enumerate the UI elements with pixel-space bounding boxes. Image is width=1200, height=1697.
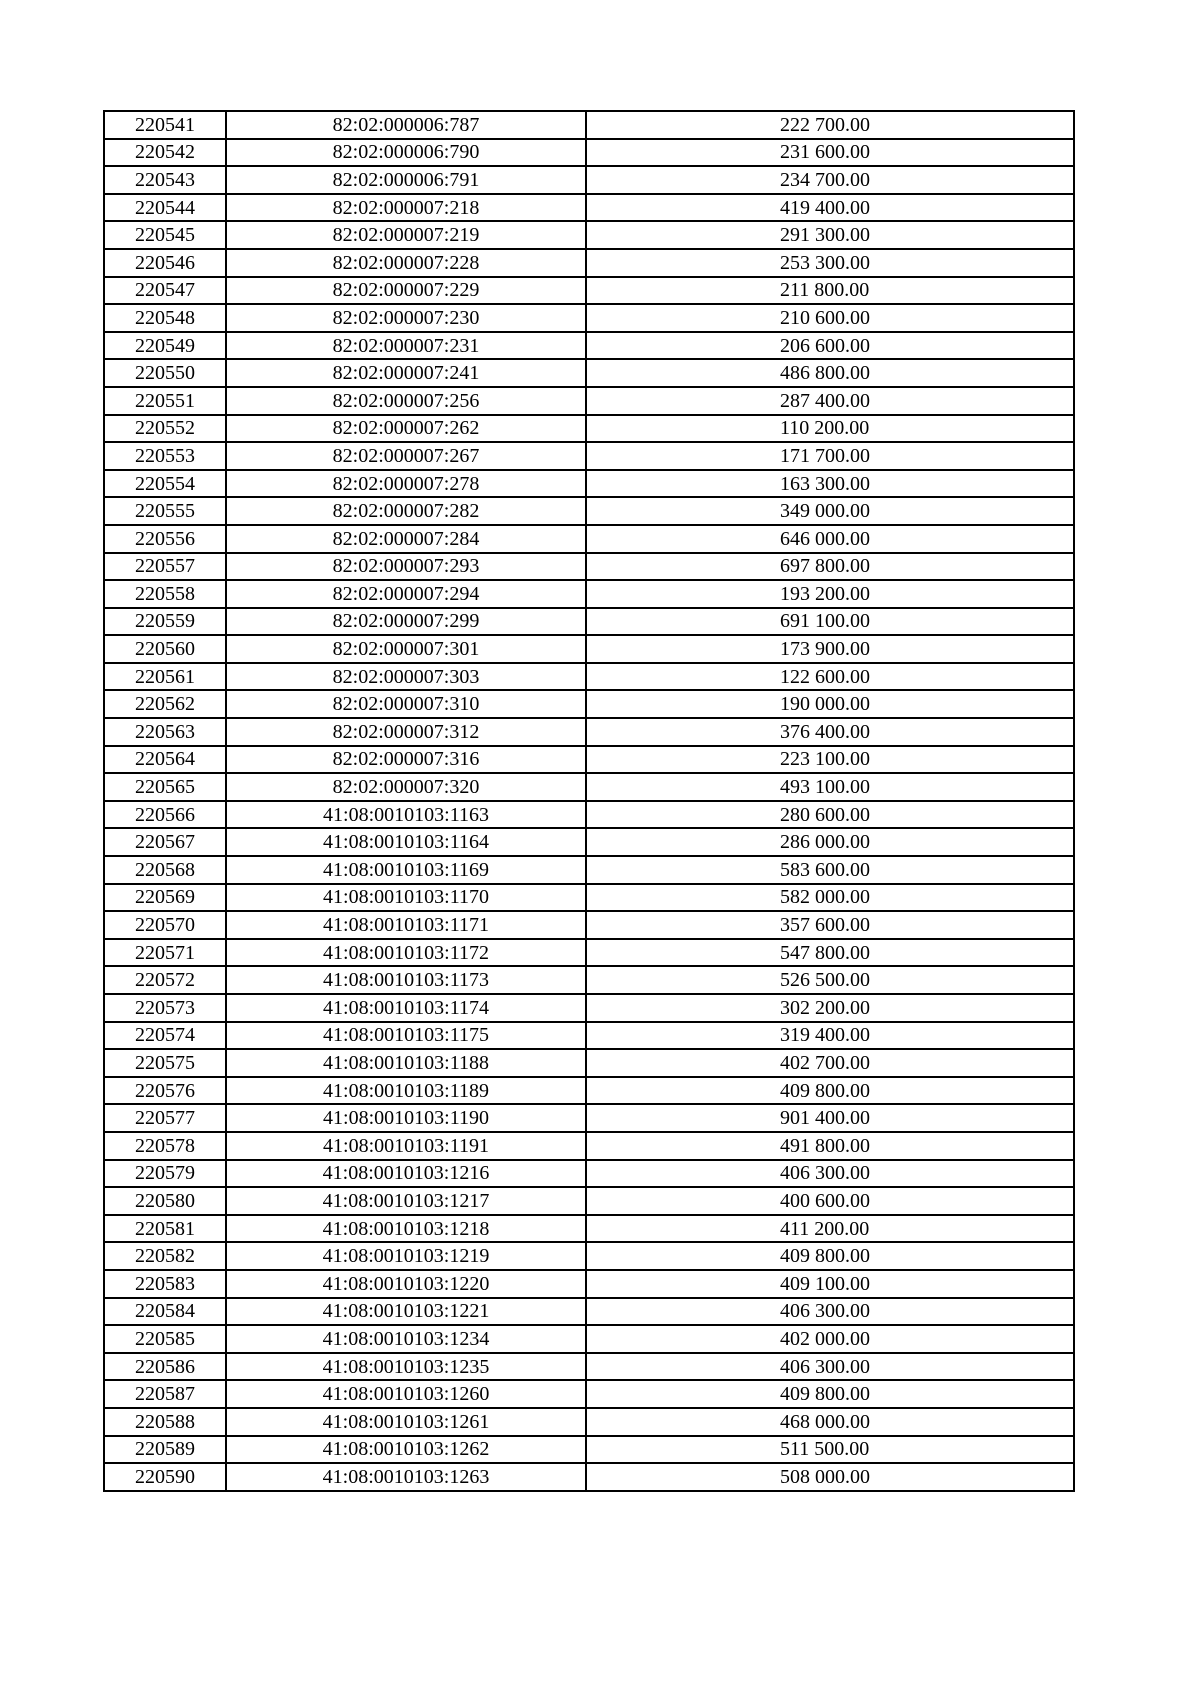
cadastral-number-cell: 82:02:000006:790	[226, 139, 586, 167]
cadastral-value-cell: 110 200.00	[586, 415, 1074, 443]
cadastral-number-cell: 82:02:000007:293	[226, 553, 586, 581]
row-number-cell: 220580	[104, 1187, 226, 1215]
table-row	[104, 801, 1074, 829]
table-row	[104, 1215, 1074, 1243]
table-row	[104, 1104, 1074, 1132]
row-number-cell: 220571	[104, 939, 226, 967]
cadastral-number-cell: 82:02:000007:228	[226, 249, 586, 277]
cadastral-value-cell: 253 300.00	[586, 249, 1074, 277]
cadastral-value-cell: 411 200.00	[586, 1215, 1074, 1243]
cadastral-number-cell: 41:08:0010103:1175	[226, 1022, 586, 1050]
row-number-cell: 220553	[104, 442, 226, 470]
row-number-cell: 220545	[104, 221, 226, 249]
table-row	[104, 828, 1074, 856]
cadastral-value-cell: 319 400.00	[586, 1022, 1074, 1050]
row-number-cell: 220556	[104, 525, 226, 553]
cadastral-number-cell: 82:02:000007:230	[226, 304, 586, 332]
cadastral-value-cell: 400 600.00	[586, 1187, 1074, 1215]
table-row	[104, 1298, 1074, 1326]
cadastral-value-cell: 402 000.00	[586, 1325, 1074, 1353]
table-row	[104, 939, 1074, 967]
cadastral-number-cell: 41:08:0010103:1263	[226, 1463, 586, 1491]
row-number-cell: 220583	[104, 1270, 226, 1298]
cadastral-value-cell: 511 500.00	[586, 1436, 1074, 1464]
cadastral-number-cell: 82:02:000007:229	[226, 277, 586, 305]
row-number-cell: 220544	[104, 194, 226, 222]
cadastral-number-cell: 82:02:000007:299	[226, 608, 586, 636]
cadastral-number-cell: 41:08:0010103:1189	[226, 1077, 586, 1105]
table-row	[104, 304, 1074, 332]
cadastral-value-cell: 280 600.00	[586, 801, 1074, 829]
row-number-cell: 220550	[104, 359, 226, 387]
cadastral-value-cell: 234 700.00	[586, 166, 1074, 194]
table-row	[104, 690, 1074, 718]
cadastral-value-cell: 406 300.00	[586, 1160, 1074, 1188]
row-number-cell: 220578	[104, 1132, 226, 1160]
row-number-cell: 220589	[104, 1436, 226, 1464]
row-number-cell: 220567	[104, 828, 226, 856]
row-number-cell: 220548	[104, 304, 226, 332]
table-row	[104, 415, 1074, 443]
cadastral-number-cell: 41:08:0010103:1220	[226, 1270, 586, 1298]
table-body	[104, 111, 1074, 1491]
cadastral-value-cell: 409 800.00	[586, 1242, 1074, 1270]
cadastral-value-cell: 222 700.00	[586, 111, 1074, 139]
cadastral-number-cell: 41:08:0010103:1172	[226, 939, 586, 967]
cadastral-number-cell: 41:08:0010103:1261	[226, 1408, 586, 1436]
table-row	[104, 1380, 1074, 1408]
cadastral-number-cell: 41:08:0010103:1218	[226, 1215, 586, 1243]
table-row	[104, 277, 1074, 305]
table-row	[104, 1132, 1074, 1160]
table-row	[104, 884, 1074, 912]
row-number-cell: 220572	[104, 966, 226, 994]
cadastral-number-cell: 82:02:000007:310	[226, 690, 586, 718]
table-row	[104, 608, 1074, 636]
table-row	[104, 1408, 1074, 1436]
row-number-cell: 220554	[104, 470, 226, 498]
cadastral-value-cell: 406 300.00	[586, 1353, 1074, 1381]
row-number-cell: 220558	[104, 580, 226, 608]
cadastral-number-cell: 82:02:000007:267	[226, 442, 586, 470]
table-row	[104, 1463, 1074, 1491]
cadastral-value-cell: 697 800.00	[586, 553, 1074, 581]
row-number-cell: 220565	[104, 773, 226, 801]
cadastral-value-cell: 508 000.00	[586, 1463, 1074, 1491]
row-number-cell: 220549	[104, 332, 226, 360]
table-row	[104, 442, 1074, 470]
table-row	[104, 856, 1074, 884]
table-row	[104, 635, 1074, 663]
cadastral-value-cell: 291 300.00	[586, 221, 1074, 249]
row-number-cell: 220566	[104, 801, 226, 829]
table-row	[104, 166, 1074, 194]
table-row	[104, 911, 1074, 939]
row-number-cell: 220570	[104, 911, 226, 939]
row-number-cell: 220564	[104, 746, 226, 774]
cadastral-value-cell: 357 600.00	[586, 911, 1074, 939]
row-number-cell: 220543	[104, 166, 226, 194]
cadastral-number-cell: 82:02:000006:791	[226, 166, 586, 194]
table-row	[104, 470, 1074, 498]
table-row	[104, 249, 1074, 277]
cadastral-value-cell: 901 400.00	[586, 1104, 1074, 1132]
row-number-cell: 220588	[104, 1408, 226, 1436]
cadastral-number-cell: 82:02:000007:284	[226, 525, 586, 553]
table-row	[104, 553, 1074, 581]
table-row	[104, 718, 1074, 746]
table-row	[104, 1049, 1074, 1077]
row-number-cell: 220575	[104, 1049, 226, 1077]
cadastral-number-cell: 82:02:000007:294	[226, 580, 586, 608]
cadastral-number-cell: 82:02:000007:262	[226, 415, 586, 443]
table-row	[104, 1325, 1074, 1353]
cadastral-value-cell: 190 000.00	[586, 690, 1074, 718]
cadastral-value-cell: 406 300.00	[586, 1298, 1074, 1326]
table-row	[104, 221, 1074, 249]
table-row	[104, 966, 1074, 994]
row-number-cell: 220560	[104, 635, 226, 663]
table-row	[104, 1270, 1074, 1298]
cadastral-value-cell: 302 200.00	[586, 994, 1074, 1022]
cadastral-value-cell: 122 600.00	[586, 663, 1074, 691]
table-row	[104, 525, 1074, 553]
row-number-cell: 220569	[104, 884, 226, 912]
cadastral-value-cell: 547 800.00	[586, 939, 1074, 967]
table-row	[104, 111, 1074, 139]
row-number-cell: 220546	[104, 249, 226, 277]
row-number-cell: 220576	[104, 1077, 226, 1105]
cadastral-value-cell: 206 600.00	[586, 332, 1074, 360]
cadastral-number-cell: 82:02:000006:787	[226, 111, 586, 139]
row-number-cell: 220559	[104, 608, 226, 636]
cadastral-value-cell: 193 200.00	[586, 580, 1074, 608]
cadastral-number-cell: 41:08:0010103:1217	[226, 1187, 586, 1215]
cadastral-value-cell: 691 100.00	[586, 608, 1074, 636]
cadastral-value-cell: 582 000.00	[586, 884, 1074, 912]
cadastral-number-cell: 82:02:000007:278	[226, 470, 586, 498]
row-number-cell: 220577	[104, 1104, 226, 1132]
table-row	[104, 994, 1074, 1022]
row-number-cell: 220541	[104, 111, 226, 139]
cadastral-value-cell: 526 500.00	[586, 966, 1074, 994]
table-row	[104, 663, 1074, 691]
cadastral-value-cell: 211 800.00	[586, 277, 1074, 305]
cadastral-number-cell: 41:08:0010103:1216	[226, 1160, 586, 1188]
cadastral-value-cell: 491 800.00	[586, 1132, 1074, 1160]
cadastral-number-cell: 41:08:0010103:1219	[226, 1242, 586, 1270]
cadastral-number-cell: 41:08:0010103:1190	[226, 1104, 586, 1132]
cadastral-value-cell: 231 600.00	[586, 139, 1074, 167]
table-row	[104, 139, 1074, 167]
cadastral-value-cell: 646 000.00	[586, 525, 1074, 553]
row-number-cell: 220582	[104, 1242, 226, 1270]
cadastral-value-cell: 409 800.00	[586, 1077, 1074, 1105]
cadastral-number-cell: 41:08:0010103:1260	[226, 1380, 586, 1408]
row-number-cell: 220579	[104, 1160, 226, 1188]
row-number-cell: 220573	[104, 994, 226, 1022]
table-row	[104, 332, 1074, 360]
cadastral-value-cell: 286 000.00	[586, 828, 1074, 856]
cadastral-number-cell: 41:08:0010103:1163	[226, 801, 586, 829]
cadastral-number-cell: 41:08:0010103:1174	[226, 994, 586, 1022]
cadastral-value-cell: 409 800.00	[586, 1380, 1074, 1408]
cadastral-number-cell: 82:02:000007:316	[226, 746, 586, 774]
cadastral-number-cell: 41:08:0010103:1191	[226, 1132, 586, 1160]
cadastral-number-cell: 82:02:000007:282	[226, 497, 586, 525]
table-row	[104, 1160, 1074, 1188]
cadastral-number-cell: 41:08:0010103:1234	[226, 1325, 586, 1353]
cadastral-number-cell: 82:02:000007:303	[226, 663, 586, 691]
table-row	[104, 1077, 1074, 1105]
row-number-cell: 220586	[104, 1353, 226, 1381]
cadastral-value-cell: 163 300.00	[586, 470, 1074, 498]
table-row	[104, 746, 1074, 774]
cadastral-number-cell: 41:08:0010103:1173	[226, 966, 586, 994]
table-row	[104, 1187, 1074, 1215]
cadastral-number-cell: 41:08:0010103:1221	[226, 1298, 586, 1326]
row-number-cell: 220561	[104, 663, 226, 691]
cadastral-number-cell: 41:08:0010103:1171	[226, 911, 586, 939]
row-number-cell: 220551	[104, 387, 226, 415]
cadastral-value-cell: 376 400.00	[586, 718, 1074, 746]
cadastral-number-cell: 82:02:000007:218	[226, 194, 586, 222]
row-number-cell: 220590	[104, 1463, 226, 1491]
cadastral-number-cell: 82:02:000007:301	[226, 635, 586, 663]
cadastral-number-cell: 41:08:0010103:1235	[226, 1353, 586, 1381]
table-row	[104, 387, 1074, 415]
cadastral-value-cell: 287 400.00	[586, 387, 1074, 415]
table-row	[104, 359, 1074, 387]
cadastral-value-cell: 419 400.00	[586, 194, 1074, 222]
cadastral-number-cell: 41:08:0010103:1262	[226, 1436, 586, 1464]
cadastral-number-cell: 41:08:0010103:1164	[226, 828, 586, 856]
row-number-cell: 220568	[104, 856, 226, 884]
cadastral-value-cell: 493 100.00	[586, 773, 1074, 801]
table-row	[104, 1242, 1074, 1270]
cadastral-value-cell: 210 600.00	[586, 304, 1074, 332]
cadastral-number-cell: 41:08:0010103:1188	[226, 1049, 586, 1077]
cadastral-value-cell: 409 100.00	[586, 1270, 1074, 1298]
row-number-cell: 220585	[104, 1325, 226, 1353]
cadastral-number-cell: 82:02:000007:241	[226, 359, 586, 387]
cadastral-number-cell: 82:02:000007:312	[226, 718, 586, 746]
row-number-cell: 220547	[104, 277, 226, 305]
row-number-cell: 220542	[104, 139, 226, 167]
cadastral-number-cell: 82:02:000007:219	[226, 221, 586, 249]
cadastral-value-cell: 468 000.00	[586, 1408, 1074, 1436]
table-row	[104, 1353, 1074, 1381]
table-row	[104, 773, 1074, 801]
cadastral-value-cell: 223 100.00	[586, 746, 1074, 774]
row-number-cell: 220584	[104, 1298, 226, 1326]
cadastral-value-cell: 173 900.00	[586, 635, 1074, 663]
row-number-cell: 220574	[104, 1022, 226, 1050]
cadastral-value-cell: 486 800.00	[586, 359, 1074, 387]
row-number-cell: 220562	[104, 690, 226, 718]
cadastral-value-cell: 402 700.00	[586, 1049, 1074, 1077]
table-row	[104, 194, 1074, 222]
cadastral-value-table	[103, 110, 1075, 1492]
table-row	[104, 1436, 1074, 1464]
row-number-cell: 220581	[104, 1215, 226, 1243]
cadastral-number-cell: 41:08:0010103:1170	[226, 884, 586, 912]
row-number-cell: 220557	[104, 553, 226, 581]
cadastral-number-cell: 82:02:000007:231	[226, 332, 586, 360]
row-number-cell: 220587	[104, 1380, 226, 1408]
cadastral-value-cell: 583 600.00	[586, 856, 1074, 884]
table-row	[104, 1022, 1074, 1050]
row-number-cell: 220552	[104, 415, 226, 443]
table-row	[104, 580, 1074, 608]
row-number-cell: 220555	[104, 497, 226, 525]
cadastral-value-cell: 349 000.00	[586, 497, 1074, 525]
cadastral-value-cell: 171 700.00	[586, 442, 1074, 470]
cadastral-number-cell: 82:02:000007:320	[226, 773, 586, 801]
row-number-cell: 220563	[104, 718, 226, 746]
cadastral-number-cell: 82:02:000007:256	[226, 387, 586, 415]
cadastral-number-cell: 41:08:0010103:1169	[226, 856, 586, 884]
table-row	[104, 497, 1074, 525]
